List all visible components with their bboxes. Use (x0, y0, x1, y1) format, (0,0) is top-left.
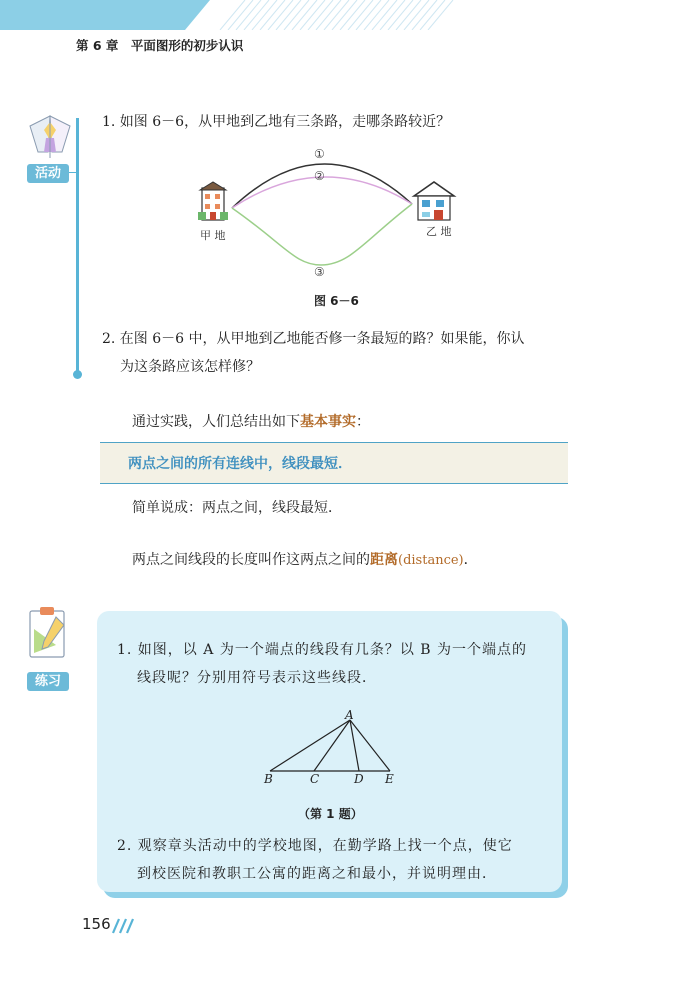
header-banner (0, 0, 700, 30)
exercise-figure-caption: （第 1 题） (298, 807, 363, 821)
distance-definition (132, 546, 478, 575)
fact-statement: 两点之间的所有连线中，线段最短． (128, 456, 352, 472)
distance-text: 两点之间线段的长度叫作这两点之间的 (132, 552, 370, 568)
segment-ab (270, 720, 350, 771)
distance-term: 距离 (370, 552, 398, 568)
fact-intro-colon: ： (356, 414, 370, 430)
route-1-label: ① (314, 147, 325, 161)
activity-question-2-line-2: 为这条路应该怎样修？ (120, 359, 260, 375)
fact-short: 简单说成：两点之间，线段最短． (132, 500, 342, 516)
fact-intro (132, 408, 370, 436)
chapter-title: 第 6 章 平面图形的初步认识 (76, 38, 244, 53)
point-b-label: B (264, 772, 273, 786)
segment-ac (314, 720, 350, 771)
fact-intro-text: 通过实践，人们总结出如下 (132, 414, 300, 430)
exercise-question-2-line-1: 2. 观察章头活动中的学校地图，在勤学路上找一个点，使它 (117, 838, 513, 854)
exercise-figure (262, 708, 402, 792)
header-stripe-graphic (0, 0, 700, 30)
route-2-label: ② (314, 169, 325, 183)
activity-side-line (76, 118, 79, 376)
distance-english: (distance) (398, 553, 464, 568)
route-3-label: ③ (314, 265, 325, 279)
place-b-label: 乙 地 (426, 225, 452, 238)
distance-period: ． (463, 552, 478, 568)
point-e-label: E (385, 772, 394, 786)
exercise-question-1-line-2: 线段呢？分别用符号表示这些线段． (137, 670, 377, 686)
page-number-slashes (111, 918, 135, 938)
segment-ad (350, 720, 359, 771)
activity-question-2-line-1: 2. 在图 6－6 中，从甲地到乙地能否修一条最短的路？如果能，你认 (102, 331, 525, 347)
house-a-icon (198, 182, 228, 220)
page-number: 156 (82, 915, 111, 933)
exercise-question-1-line-1: 1. 如图，以 A 为一个端点的线段有几条？以 B 为一个端点的 (117, 642, 528, 658)
fact-term: 基本事实 (300, 414, 356, 430)
house-b-icon (414, 182, 454, 220)
segment-ae (350, 720, 390, 771)
activity-badge: 活动 (27, 164, 69, 183)
activity-question-1: 1. 如图 6－6，从甲地到乙地有三条路，走哪条路较近？ (102, 114, 451, 130)
place-a-label: 甲 地 (200, 229, 226, 242)
route-3-path (232, 204, 412, 265)
exercise-question-2-line-2: 到校医院和教职工公寓的距离之和最小，并说明理由． (137, 866, 497, 882)
activity-icon (24, 112, 76, 166)
figure-caption: 图 6－6 (314, 294, 359, 308)
point-d-label: D (354, 772, 364, 786)
fact-box (100, 442, 568, 484)
point-a-label: A (345, 708, 354, 722)
exercise-icon (26, 607, 74, 669)
point-c-label: C (310, 772, 320, 786)
figure-6-6 (190, 140, 470, 294)
activity-side-dot (73, 370, 82, 379)
exercise-badge: 练习 (27, 672, 69, 691)
